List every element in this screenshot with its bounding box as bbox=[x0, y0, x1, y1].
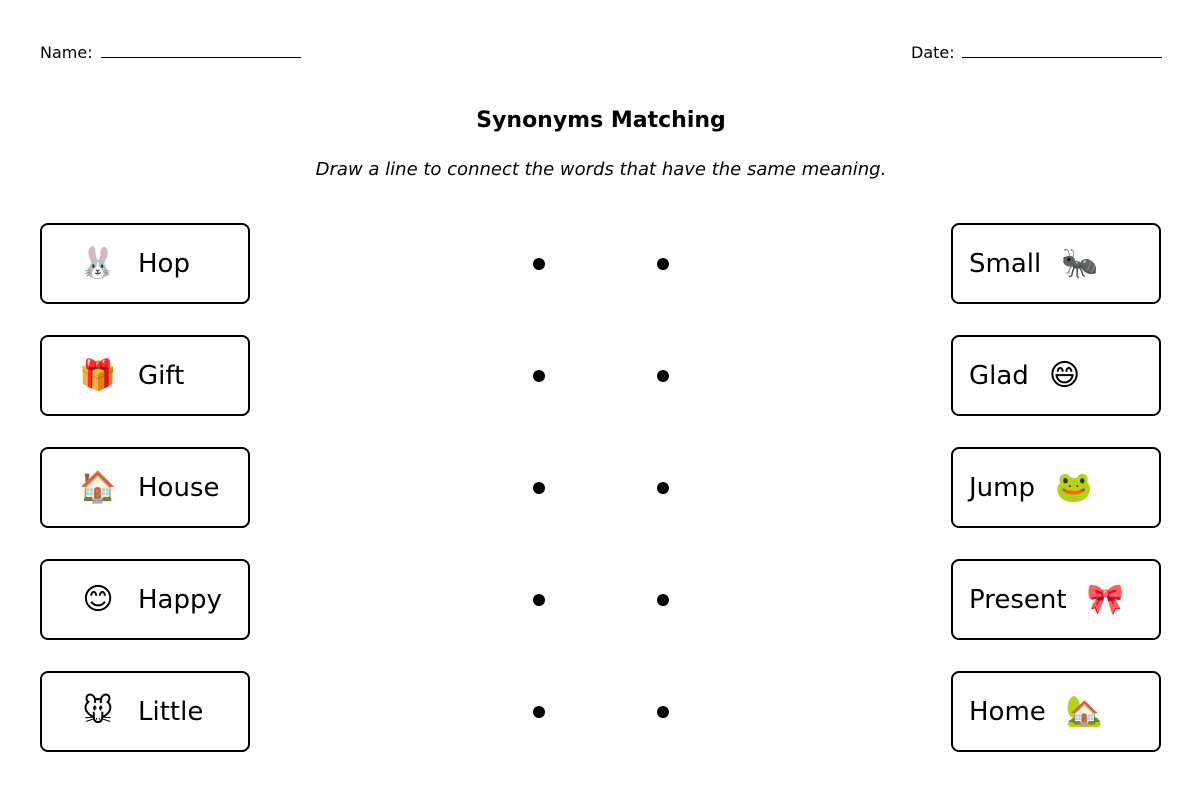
house-with-garden-icon: 🏡 bbox=[1065, 694, 1104, 729]
left-connect-dot[interactable] bbox=[533, 594, 545, 606]
name-label: Name: bbox=[40, 43, 93, 62]
mouse-face-icon: 🐭 bbox=[82, 694, 114, 729]
name-line[interactable] bbox=[101, 57, 301, 58]
right-word: Jump bbox=[969, 472, 1035, 503]
left-word: Happy bbox=[138, 584, 222, 615]
date-label: Date: bbox=[911, 43, 955, 62]
left-word: Gift bbox=[138, 360, 185, 391]
frog-icon: 🐸 bbox=[1054, 470, 1093, 505]
date-line[interactable] bbox=[962, 57, 1162, 58]
left-connect-dot[interactable] bbox=[533, 482, 545, 494]
instructions: Draw a line to connect the words that have the same meaning. bbox=[315, 159, 887, 180]
right-word-card bbox=[951, 559, 1161, 640]
right-word: Home bbox=[969, 696, 1046, 727]
right-word-card bbox=[951, 671, 1161, 752]
right-word-card bbox=[951, 223, 1161, 304]
worksheet-title: Synonyms Matching bbox=[476, 108, 726, 133]
left-word-card bbox=[40, 223, 250, 304]
ant-icon: 🐜 bbox=[1061, 246, 1099, 281]
left-word: Little bbox=[138, 696, 204, 727]
smiling-face-icon: 😊 bbox=[82, 582, 114, 617]
rabbit-face-icon: 🐰 bbox=[79, 246, 117, 281]
gift-icon: 🎁 bbox=[79, 358, 117, 393]
right-word: Glad bbox=[969, 360, 1029, 391]
left-word-card bbox=[40, 335, 250, 416]
right-word: Present bbox=[969, 584, 1067, 615]
right-connect-dot[interactable] bbox=[657, 370, 669, 382]
right-connect-dot[interactable] bbox=[657, 258, 669, 270]
right-word-card bbox=[951, 447, 1161, 528]
left-word: Hop bbox=[138, 248, 190, 279]
left-connect-dot[interactable] bbox=[533, 706, 545, 718]
left-connect-dot[interactable] bbox=[533, 258, 545, 270]
house-icon: 🏠 bbox=[79, 470, 117, 505]
right-word-card bbox=[951, 335, 1161, 416]
right-connect-dot[interactable] bbox=[657, 482, 669, 494]
left-word: House bbox=[138, 472, 220, 503]
right-word: Small bbox=[969, 248, 1042, 279]
grinning-face-icon: 😄 bbox=[1048, 358, 1081, 393]
ribbon-icon: 🎀 bbox=[1086, 582, 1124, 617]
date-field[interactable] bbox=[911, 43, 955, 62]
left-connect-dot[interactable] bbox=[533, 370, 545, 382]
name-field[interactable] bbox=[40, 43, 93, 62]
right-connect-dot[interactable] bbox=[657, 594, 669, 606]
right-connect-dot[interactable] bbox=[657, 706, 669, 718]
left-word-card bbox=[40, 559, 250, 640]
left-word-card bbox=[40, 447, 250, 528]
left-word-card bbox=[40, 671, 250, 752]
